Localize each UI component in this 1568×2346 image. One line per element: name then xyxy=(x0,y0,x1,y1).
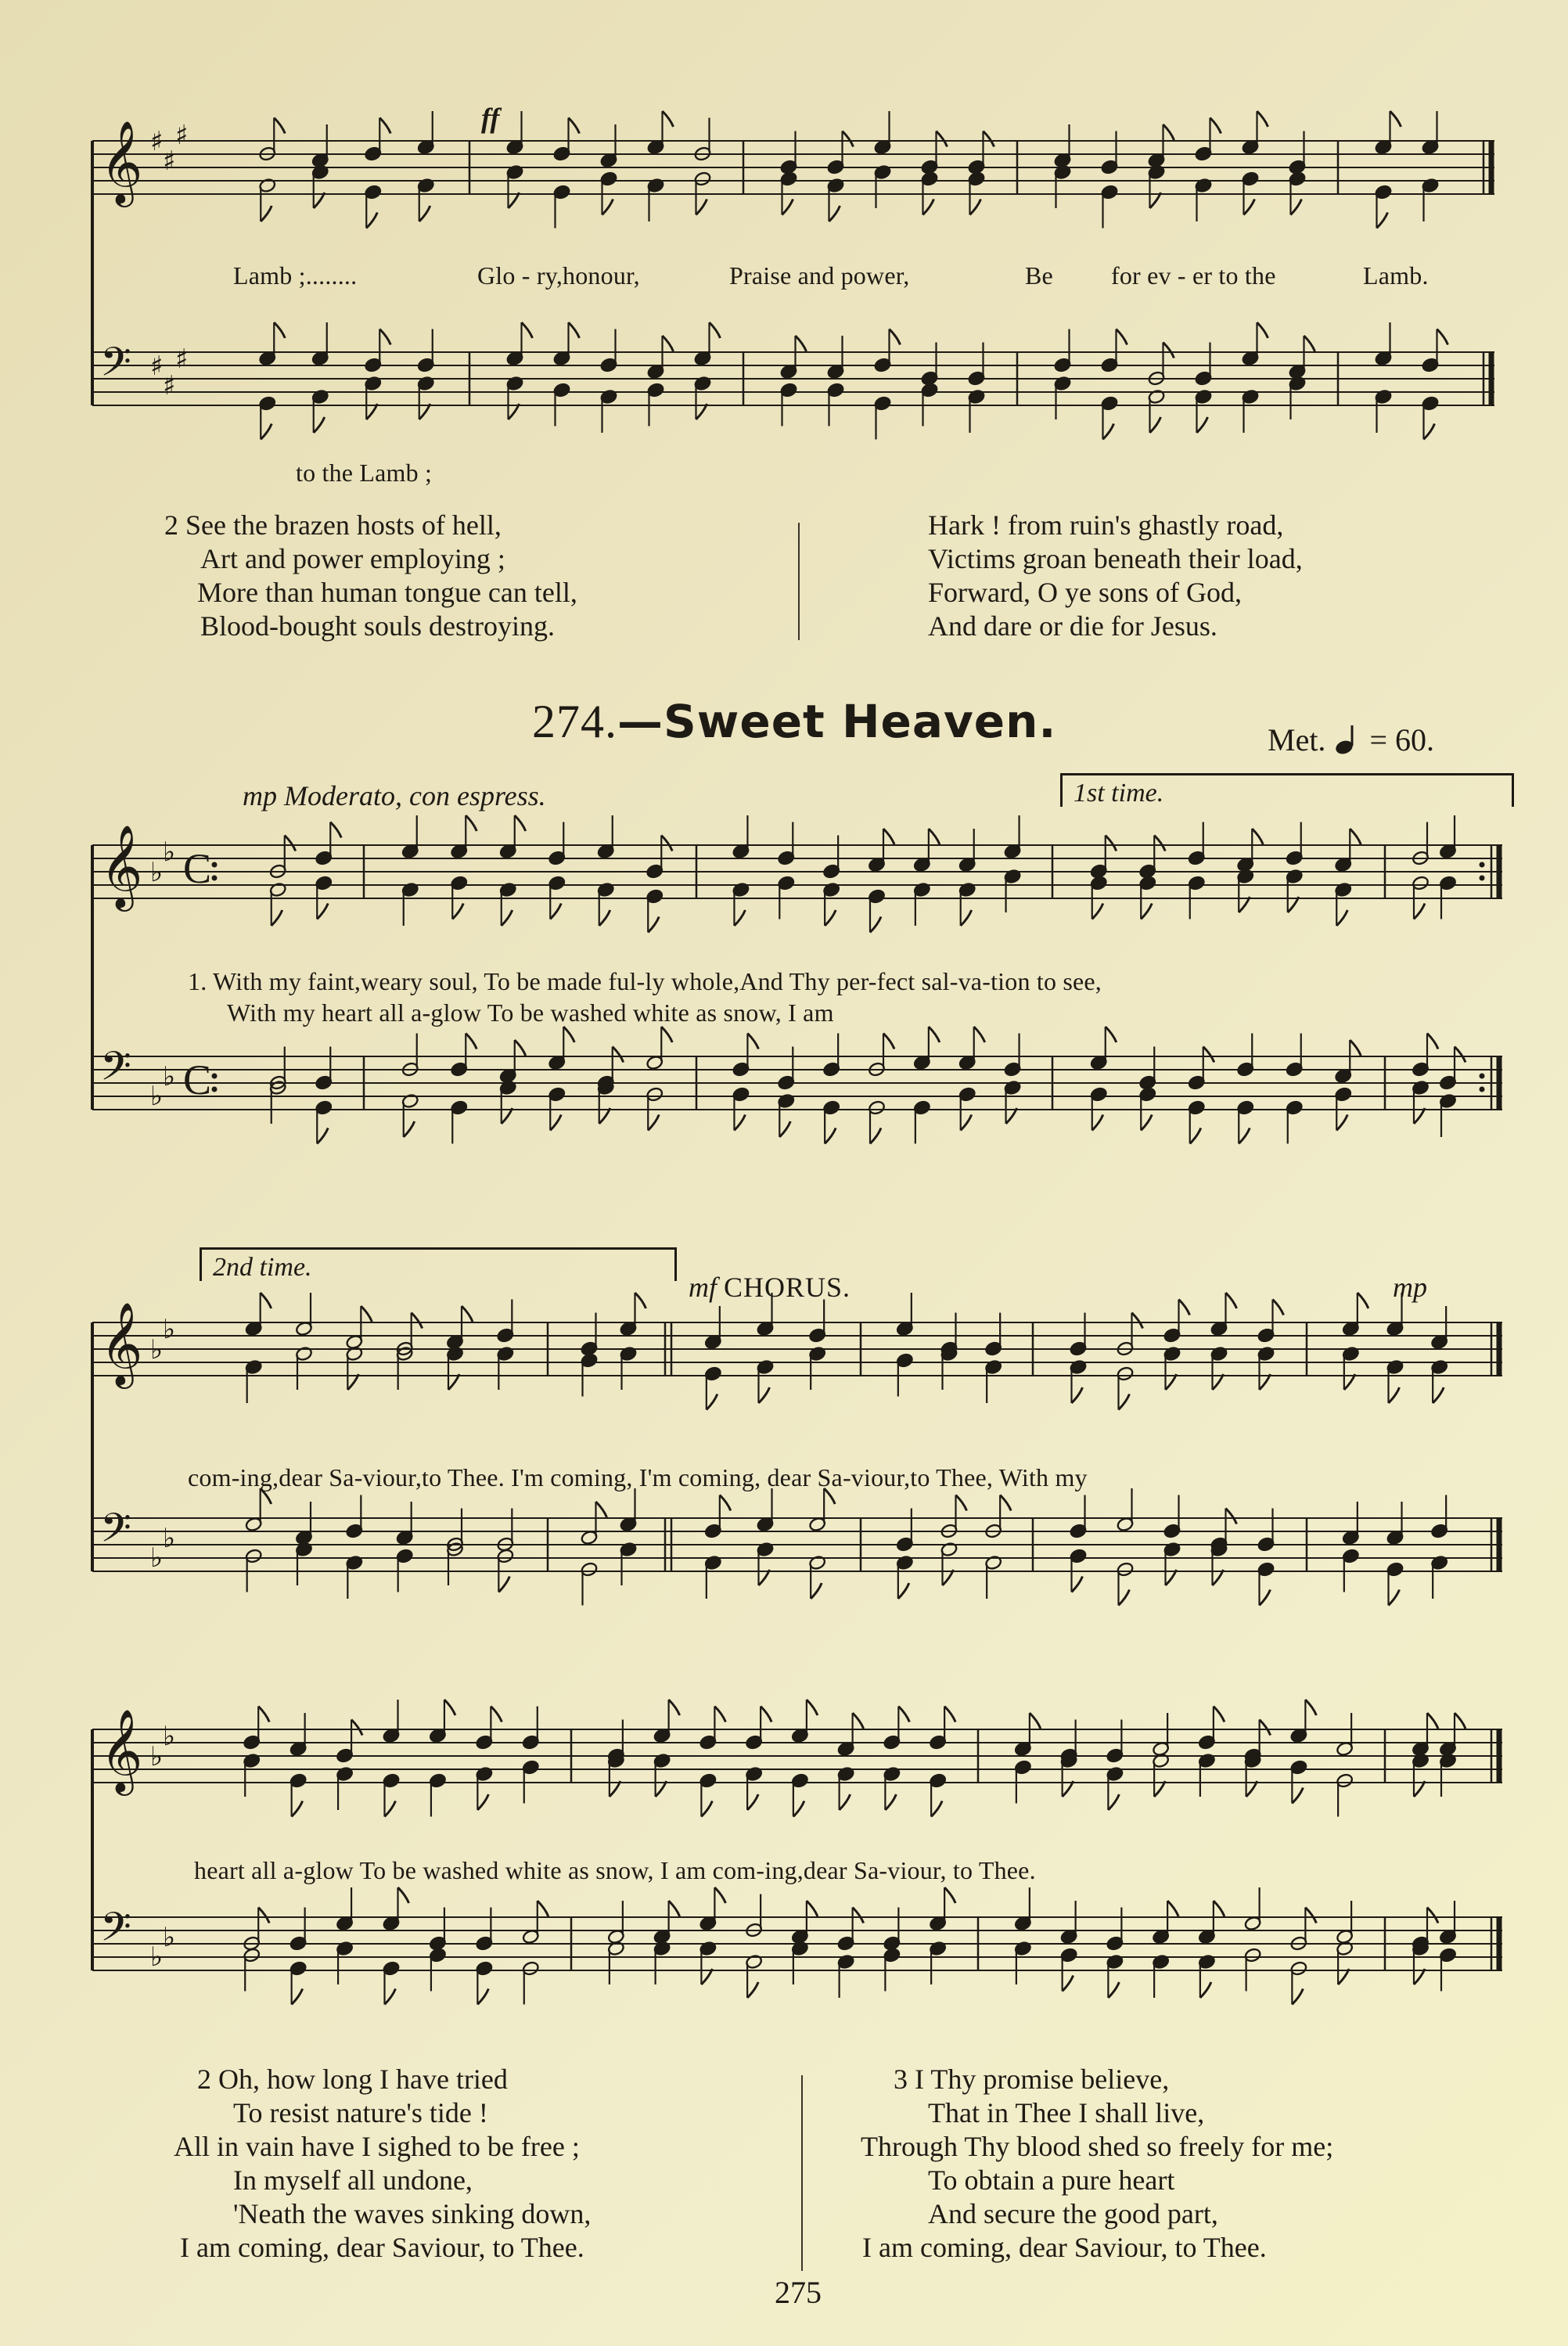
note-flag xyxy=(452,904,463,919)
note-flag xyxy=(1197,417,1208,433)
note-flag xyxy=(970,200,981,215)
lyric-line-verse-2: With my heart all a-glow To be washed white as snow, I am xyxy=(227,998,834,1027)
lyric-be: Be xyxy=(1025,261,1053,290)
verse-line: And secure the good part, xyxy=(928,2198,1218,2229)
flat-icon: ♭ xyxy=(163,1523,176,1554)
note-flag xyxy=(1257,111,1268,127)
note-flag xyxy=(825,910,836,926)
note-flag xyxy=(1304,336,1315,351)
flat-icon: ♭ xyxy=(150,1741,164,1772)
hymn-274-verse-2 xyxy=(174,2063,591,2265)
flat-icon: ♭ xyxy=(163,1721,176,1752)
chorus-label: CHORUS. xyxy=(724,1272,851,1303)
note-flag xyxy=(366,213,377,228)
repeat-dot xyxy=(212,1087,218,1092)
verse-line: I am coming, dear Saviour, to Thee. xyxy=(180,2232,584,2263)
lyric-lamb-final: Lamb. xyxy=(1363,261,1429,290)
sharp-icon: ♯ xyxy=(175,344,189,375)
note-flag xyxy=(261,1293,272,1308)
note-flag xyxy=(1106,1027,1117,1042)
note-flag xyxy=(870,1128,881,1144)
note-flag xyxy=(261,206,272,221)
note-flag xyxy=(1260,1720,1271,1736)
repeat-dot xyxy=(1480,1074,1485,1079)
lyric-forever-to-the: for ev - er to the xyxy=(1111,261,1276,290)
verse-line: Forward, O ye sons of God, xyxy=(928,577,1242,608)
note-flag xyxy=(883,1034,894,1049)
verse-line: To resist nature's tide ! xyxy=(233,2097,488,2128)
flat-icon: ♭ xyxy=(163,1061,176,1092)
note-flag xyxy=(1292,1989,1303,2005)
verse-line: Art and power employing ; xyxy=(200,543,505,574)
note-flag xyxy=(292,1989,303,2005)
staff xyxy=(92,815,1502,933)
note-flag xyxy=(956,1495,967,1511)
note-flag xyxy=(412,1313,423,1329)
title-dash: — xyxy=(617,695,664,748)
note-flag xyxy=(1072,1387,1083,1403)
sharp-icon: ♯ xyxy=(163,146,176,177)
note-flag xyxy=(1163,124,1174,140)
flat-icon: ♭ xyxy=(150,1334,164,1366)
flat-icon: ♭ xyxy=(150,1941,164,1973)
note-flag xyxy=(502,910,512,926)
note-flag xyxy=(1154,836,1165,851)
lyric-lamb: Lamb ;........ xyxy=(233,261,358,290)
note-flag xyxy=(385,1801,396,1817)
note-flag xyxy=(793,1801,804,1817)
note-flag xyxy=(274,118,285,134)
note-flag xyxy=(272,910,282,926)
note-flag xyxy=(1455,1713,1466,1729)
music-system-2 xyxy=(86,1244,1510,1651)
note-flag xyxy=(661,1027,672,1042)
flat-icon: ♭ xyxy=(150,1542,164,1574)
note-flag xyxy=(292,1801,303,1817)
note-flag xyxy=(1163,343,1174,358)
sharp-icon: ♯ xyxy=(150,351,164,382)
note-flag xyxy=(648,917,659,933)
note-flag xyxy=(569,322,580,338)
repeat-dot xyxy=(1480,876,1485,881)
note-flag xyxy=(898,1583,909,1599)
note-flag xyxy=(314,417,325,433)
note-flag xyxy=(1103,424,1114,440)
note-flag xyxy=(1200,1982,1211,1998)
note-flag xyxy=(779,1121,790,1137)
note-flag xyxy=(747,1034,758,1049)
note-flag xyxy=(379,118,390,134)
note-flag xyxy=(707,1394,717,1410)
staff xyxy=(92,1293,1502,1410)
note-flag xyxy=(1257,322,1268,338)
note-flag xyxy=(853,1908,864,1923)
note-flag xyxy=(1119,1394,1130,1410)
lyric-to-the-lamb: to the Lamb ; xyxy=(296,459,433,487)
verse-line: That in Thee I shall live, xyxy=(928,2097,1205,2128)
flat-icon: ♭ xyxy=(163,1314,176,1345)
note-flag xyxy=(1214,1901,1225,1916)
verse-line: 'Neath the waves sinking down, xyxy=(233,2198,592,2229)
note-flag xyxy=(761,1707,771,1722)
note-flag xyxy=(661,836,672,851)
note-flag xyxy=(261,424,272,440)
dynamic-mf: mf xyxy=(689,1272,717,1303)
note-flag xyxy=(419,206,430,221)
note-flag xyxy=(929,829,940,844)
note-flag xyxy=(1260,1590,1271,1606)
note-flag xyxy=(1336,910,1347,926)
note-flag xyxy=(701,1801,712,1817)
bass-clef-icon: 𝄢 xyxy=(100,1903,131,1960)
note-flag xyxy=(937,131,948,147)
verse-line: All in vain have I sighed to be free ; xyxy=(174,2131,580,2162)
note-flag xyxy=(613,1047,624,1063)
note-flag xyxy=(1350,1040,1361,1056)
note-flag xyxy=(714,1707,725,1722)
note-flag xyxy=(1141,904,1152,919)
metronome-value: = 60. xyxy=(1369,722,1434,757)
note-flag xyxy=(563,1027,574,1042)
note-flag xyxy=(1108,1982,1119,1998)
treble-clef-icon: 𝄞 xyxy=(100,1708,143,1792)
note-flag xyxy=(1214,1707,1225,1722)
note-flag xyxy=(929,1027,940,1042)
flat-icon: ♭ xyxy=(150,1081,164,1112)
chorus-marking xyxy=(689,1271,851,1304)
note-flag xyxy=(398,1887,409,1903)
lyric-line-chorus: com-ing,dear Sa-viour,to Thee. I'm coming, I'm coming, dear Sa-viour,to Thee, With my xyxy=(188,1463,1088,1491)
note-flag xyxy=(491,1707,502,1722)
staff xyxy=(92,1488,1502,1606)
note-flag xyxy=(569,118,580,134)
sharp-icon: ♯ xyxy=(175,120,189,151)
verse-line: More than human tongue can tell, xyxy=(197,577,577,608)
note-flag xyxy=(734,1115,745,1131)
note-flag xyxy=(1437,329,1448,345)
note-flag xyxy=(258,1908,269,1923)
repeat-dot xyxy=(1480,862,1485,868)
verse-line: Victims groan beneath their load, xyxy=(928,543,1303,574)
note-flag xyxy=(361,1306,372,1322)
note-flag xyxy=(379,329,390,345)
tempo-marking xyxy=(243,779,546,812)
note-flag xyxy=(870,917,881,933)
note-flag xyxy=(1000,1495,1011,1511)
note-flag xyxy=(444,1700,455,1715)
hymn-274-verse-3 xyxy=(861,2063,1333,2265)
note-flag xyxy=(720,1495,731,1511)
dynamic-ff: ff xyxy=(481,103,500,134)
flat-icon: ♭ xyxy=(163,837,176,868)
lyric-glory-honour: Glo - ry,honour, xyxy=(477,261,640,290)
note-flag xyxy=(853,1713,864,1729)
note-flag xyxy=(961,910,972,926)
note-flag xyxy=(1226,1293,1237,1308)
note-flag xyxy=(747,1982,758,1998)
note-flag xyxy=(1305,1908,1316,1923)
note-flag xyxy=(1390,111,1401,127)
staff xyxy=(92,111,1494,228)
note-flag xyxy=(596,1502,607,1517)
note-flag xyxy=(883,829,894,844)
music-system-1 xyxy=(86,767,1510,1205)
hymn-title xyxy=(532,695,1056,749)
note-flag xyxy=(807,1901,818,1916)
verse-divider xyxy=(801,2075,803,2271)
metronome-mark xyxy=(1268,721,1434,758)
note-flag xyxy=(825,1128,836,1144)
note-flag xyxy=(1072,1577,1083,1592)
note-flag xyxy=(285,836,296,851)
note-flag xyxy=(1433,1387,1444,1403)
note-flag xyxy=(498,1577,509,1592)
note-flag xyxy=(1226,1509,1237,1524)
hymn-number: 274. xyxy=(532,696,617,747)
note-flag xyxy=(1427,1034,1438,1049)
treble-clef-icon: 𝄞 xyxy=(100,120,143,203)
hymn-273-verse-2-right xyxy=(928,509,1303,643)
note-flag xyxy=(550,1115,561,1131)
note-flag xyxy=(1273,1300,1284,1315)
note-flag xyxy=(330,822,341,838)
note-flag xyxy=(1427,1713,1438,1729)
note-flag xyxy=(1117,329,1127,345)
note-flag xyxy=(317,1128,328,1144)
note-flag xyxy=(274,322,285,338)
treble-clef-icon: 𝄞 xyxy=(100,1301,143,1385)
verse-line: I am coming, dear Saviour, to Thee. xyxy=(862,2232,1267,2263)
note-flag xyxy=(974,1027,985,1042)
second-ending-bracket xyxy=(200,1247,677,1281)
staff xyxy=(92,1700,1502,1817)
treble-clef-icon: 𝄞 xyxy=(100,824,143,908)
music-system-3 xyxy=(86,1682,1510,2074)
note-flag xyxy=(1336,1115,1347,1131)
note-flag xyxy=(843,131,854,147)
note-flag xyxy=(1092,904,1103,919)
note-flag xyxy=(1150,417,1161,433)
note-flag xyxy=(1358,1293,1368,1308)
note-flag xyxy=(648,1115,659,1131)
staff-notation xyxy=(86,1244,1510,1651)
note-flag xyxy=(515,815,526,831)
first-ending-bracket xyxy=(1060,773,1514,807)
lyric-praise-power: Praise and power, xyxy=(729,261,910,290)
note-flag xyxy=(898,1707,909,1722)
note-flag xyxy=(258,1707,269,1722)
note-flag xyxy=(669,1700,680,1715)
note-flag xyxy=(466,815,477,831)
note-flag xyxy=(840,1794,851,1810)
repeat-dot xyxy=(212,1074,218,1079)
note-flag xyxy=(1427,1908,1438,1923)
note-flag xyxy=(602,200,613,215)
note-flag xyxy=(317,904,328,919)
note-flag xyxy=(984,131,994,147)
note-flag xyxy=(885,1794,896,1810)
staff xyxy=(92,1027,1502,1144)
note-flag xyxy=(1106,836,1117,851)
note-flag xyxy=(1424,424,1435,440)
note-flag xyxy=(477,1989,488,2005)
note-flag xyxy=(1239,1128,1250,1144)
common-time-icon: C xyxy=(183,1056,212,1103)
verse-divider xyxy=(798,523,800,640)
verse-line: 2 See the brazen hosts of hell, xyxy=(164,509,502,541)
metronome-label: Met. xyxy=(1268,722,1326,757)
bass-clef-icon: 𝄢 xyxy=(100,1042,131,1099)
note-flag xyxy=(1455,1047,1466,1063)
verse-line: In myself all undone, xyxy=(233,2164,473,2196)
note-flag xyxy=(1203,1047,1214,1063)
verse-line: To obtain a pure heart xyxy=(928,2164,1175,2196)
lyric-line-verse-1: 1. With my faint,weary soul, To be made ful-ly whole,And Thy per-fect sal-va-tion to see, xyxy=(188,967,1102,995)
sharp-icon: ♯ xyxy=(163,370,176,401)
note-flag xyxy=(351,1720,362,1736)
note-flag xyxy=(961,1115,972,1131)
dynamic-mp: mp xyxy=(243,780,277,811)
note-flag xyxy=(1292,1788,1303,1804)
verse-line: And dare or die for Jesus. xyxy=(928,610,1217,642)
note-flag xyxy=(1141,1115,1152,1131)
note-flag xyxy=(669,1901,680,1916)
lyric-line-final: heart all a-glow To be washed white as snow, I am com-ing,dear Sa-viour, to Thee. xyxy=(194,1856,1036,1884)
note-flag xyxy=(944,1887,955,1903)
note-flag xyxy=(462,1306,473,1322)
note-flag xyxy=(1167,1901,1178,1916)
note-flag xyxy=(734,910,745,926)
verse-line: Blood-bought souls destroying. xyxy=(200,610,556,642)
common-time-icon: C xyxy=(183,845,212,892)
note-flag xyxy=(782,200,793,215)
note-flag xyxy=(923,200,934,215)
note-flag xyxy=(466,1034,477,1049)
repeat-dot xyxy=(212,876,218,881)
note-flag xyxy=(696,200,707,215)
hymn-273-verse-2-left xyxy=(164,509,577,643)
note-flag xyxy=(1377,213,1388,228)
music-system-hymn-273 xyxy=(86,94,1510,501)
note-flag xyxy=(811,1583,822,1599)
verse-line: Through Thy blood shed so freely for me; xyxy=(861,2131,1334,2162)
note-flag xyxy=(477,1794,488,1810)
note-flag xyxy=(747,1794,758,1810)
note-flag xyxy=(1190,1128,1201,1144)
note-flag xyxy=(1132,1313,1143,1329)
note-flag xyxy=(1092,1115,1103,1131)
note-flag xyxy=(1210,118,1221,134)
verse-line: 3 I Thy promise believe, xyxy=(894,2064,1170,2095)
repeat-dot xyxy=(212,862,218,868)
note-flag xyxy=(796,336,807,351)
note-flag xyxy=(1252,829,1263,844)
note-flag xyxy=(663,336,674,351)
note-flag xyxy=(522,322,533,338)
note-flag xyxy=(1179,1300,1190,1315)
note-flag xyxy=(663,111,674,127)
note-flag xyxy=(944,1707,955,1722)
note-flag xyxy=(1291,200,1302,215)
note-flag xyxy=(710,322,721,338)
note-flag xyxy=(599,910,610,926)
staff xyxy=(92,1887,1502,2005)
note-flag xyxy=(1350,829,1361,844)
flat-icon: ♭ xyxy=(163,1922,176,1953)
bass-clef-icon: 𝄢 xyxy=(100,338,131,395)
note-flag xyxy=(1108,1794,1119,1810)
flat-icon: ♭ xyxy=(150,857,164,888)
note-flag xyxy=(1244,200,1255,215)
note-flag xyxy=(515,1040,526,1056)
repeat-dot xyxy=(1480,1087,1485,1092)
note-flag xyxy=(1119,1590,1130,1606)
note-flag xyxy=(1063,1976,1074,1992)
note-flag xyxy=(1414,904,1425,919)
note-flag xyxy=(385,1989,396,2005)
note-flag xyxy=(1389,1590,1400,1606)
bass-clef-icon: 𝄢 xyxy=(100,1504,131,1561)
note-flag xyxy=(759,1387,770,1403)
second-time-label: 2nd time. xyxy=(213,1253,312,1282)
staff xyxy=(92,322,1494,440)
note-flag xyxy=(550,904,561,919)
hymn-title-text: Sweet Heaven. xyxy=(664,695,1057,748)
verse-line: Hark ! from ruin's ghastly road, xyxy=(928,509,1284,541)
dynamic-mp-chorus: mp xyxy=(1393,1272,1427,1303)
note-flag xyxy=(635,1293,646,1308)
first-time-label: 1st time. xyxy=(1074,779,1164,808)
note-flag xyxy=(1389,1387,1400,1403)
note-flag xyxy=(714,1887,725,1903)
page-number: 275 xyxy=(775,2275,822,2310)
note-flag xyxy=(890,329,901,345)
note-flag xyxy=(404,1121,415,1137)
note-flag xyxy=(1030,1713,1041,1729)
quarter-note-icon xyxy=(1333,722,1369,757)
note-flag xyxy=(1305,1700,1316,1715)
tempo-text: Moderato, con espress. xyxy=(284,780,546,811)
verse-line: 2 Oh, how long I have tried xyxy=(197,2064,508,2095)
sharp-icon: ♯ xyxy=(150,126,164,157)
note-flag xyxy=(538,1901,548,1916)
note-flag xyxy=(931,1801,942,1817)
note-flag xyxy=(807,1700,818,1715)
staff-notation xyxy=(86,94,1510,501)
note-flag xyxy=(829,206,840,221)
